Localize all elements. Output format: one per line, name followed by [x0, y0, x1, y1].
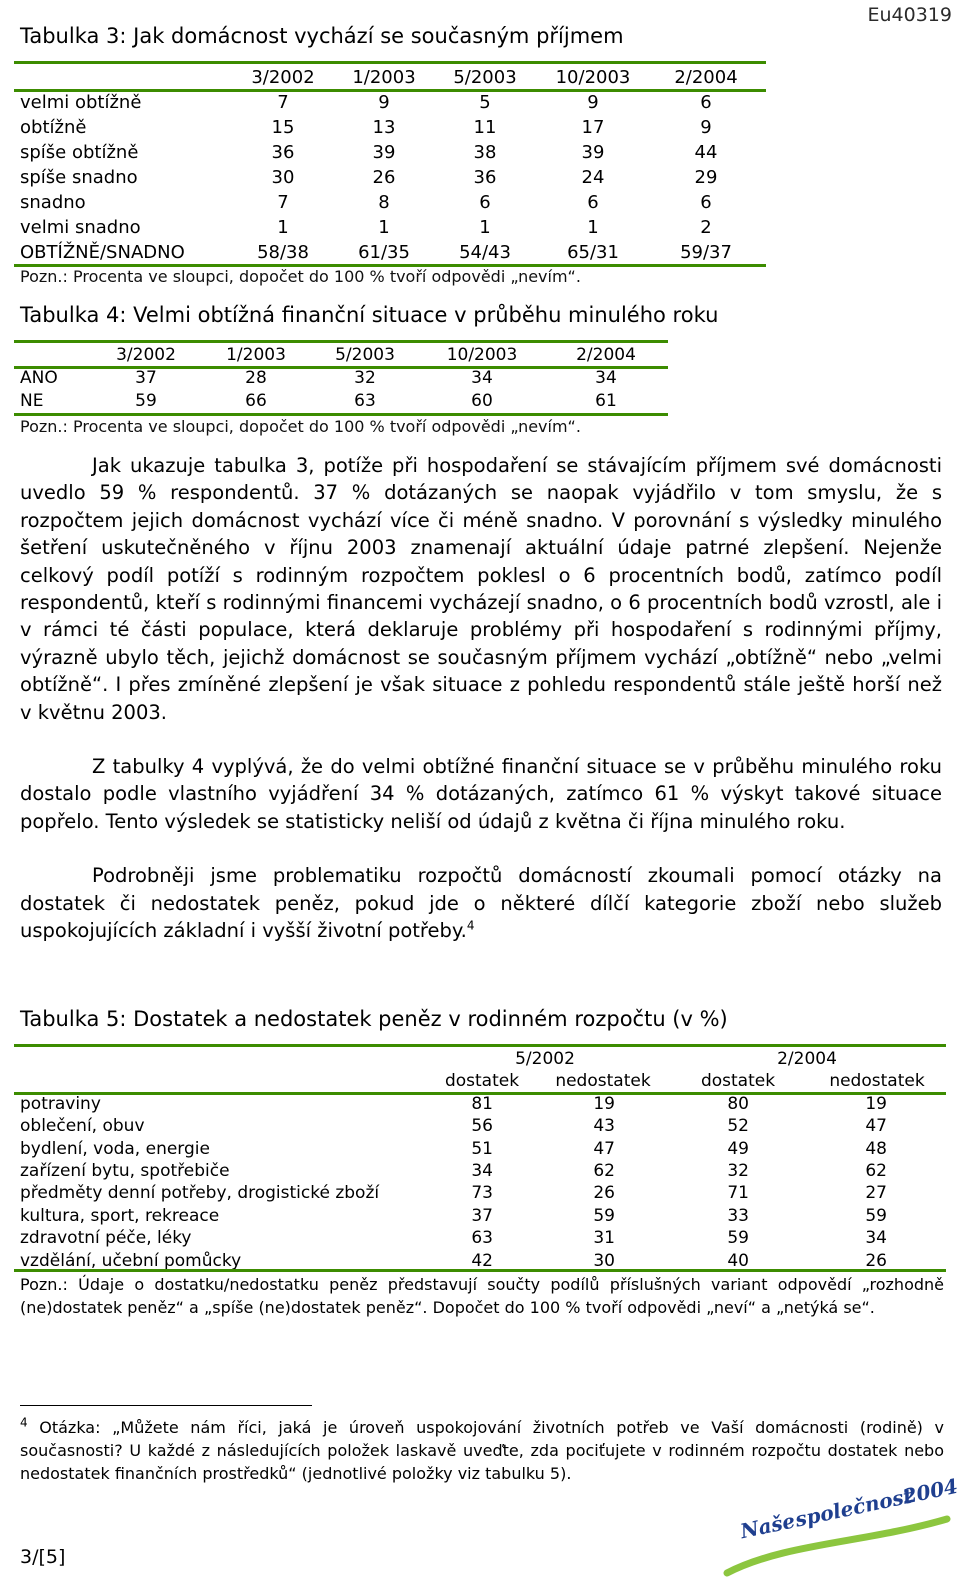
table-cell: 2	[700, 217, 712, 238]
table-row	[0, 1115, 960, 1137]
table4-top-rule	[14, 340, 668, 343]
table-cell: 39	[372, 142, 396, 163]
paragraph-text: Podrobněji jsme problematiku rozpočtů domácností zkoumali pomocí otázky na dostatek či nedostatek peněz, pokud jde o některé dílčí kategorie zboží nebo služeb uspokojujících základní i vyšší životní potřeby.	[20, 864, 942, 943]
row-label: obtížně	[20, 117, 87, 138]
table-cell: 1	[378, 217, 390, 238]
table-cell: 1	[479, 217, 491, 238]
table-cell: 66	[245, 391, 267, 411]
table-row	[0, 215, 770, 240]
table-cell: 6	[479, 192, 491, 213]
table-cell: 11	[473, 117, 497, 138]
table-cell: 24	[581, 167, 605, 188]
row-label: vzdělání, učební pomůcky	[20, 1250, 242, 1271]
table-cell: 36	[473, 167, 497, 188]
row-label: velmi obtížně	[20, 92, 142, 113]
table-cell: 61	[595, 391, 617, 411]
table3	[0, 65, 770, 265]
table-row	[0, 1182, 960, 1204]
table-row	[0, 390, 680, 413]
table-cell: 33	[727, 1205, 749, 1226]
footnote-separator	[20, 1405, 312, 1406]
table-cell: 63	[471, 1228, 493, 1249]
table-cell: 17	[581, 117, 605, 138]
table-cell: 59	[865, 1205, 887, 1226]
table-cell: 34	[865, 1228, 887, 1249]
column-header: 1/2003	[352, 67, 416, 88]
row-label: spíše snadno	[20, 167, 138, 188]
table-cell: 15	[271, 117, 295, 138]
paragraph: Z tabulky 4 vyplývá, že do velmi obtížné finanční situace se v průběhu minulého roku dostalo podle vlastního vyjádření 34 % dotázaných, zatímco 61 % výskyt takové situace popřelo. Tento výsledek se statisticky neliší od údajů z května či října minulého roku.	[20, 755, 942, 833]
row-label: předměty denní potřeby, drogistické zboží	[20, 1183, 380, 1204]
logo-text-line2: společnost	[792, 1483, 915, 1532]
table-cell: 9	[587, 92, 599, 113]
row-label: potraviny	[20, 1093, 101, 1114]
logo-year: 2004	[900, 1473, 960, 1509]
table-row	[0, 1160, 960, 1182]
column-header: 10/2003	[555, 67, 631, 88]
table5-title: Tabulka 5: Dostatek a nedostatek peněz v rodinném rozpočtu (v %)	[20, 1007, 728, 1031]
table-cell: 29	[694, 167, 718, 188]
column-header: 5/2003	[335, 345, 395, 365]
footnote-reference: 4	[466, 918, 475, 933]
table-cell: 19	[865, 1093, 887, 1114]
column-header: 5/2003	[453, 67, 517, 88]
table-cell: 63	[354, 391, 376, 411]
table4	[0, 344, 680, 413]
table-cell: 49	[727, 1138, 749, 1159]
table5-note: Pozn.: Údaje o dostatku/nedostatku peněz představují součty podílů příslušných variant odpovědí „rozhodně (ne)dostatek peněz“ a „spíše (ne)dostatek peněz“. Dopočet do 100 % tvoří odpovědi „neví“ a „netýká se“.	[20, 1275, 944, 1317]
column-header: nedostatek	[555, 1071, 651, 1092]
table5-top-rule	[14, 1044, 946, 1047]
table-cell: 62	[865, 1160, 887, 1181]
table-cell: 65/31	[567, 242, 619, 263]
table-cell: 38	[473, 142, 497, 163]
table5	[0, 1048, 960, 1272]
column-header: dostatek	[444, 1071, 520, 1092]
column-header: dostatek	[700, 1071, 776, 1092]
row-label: NE	[20, 391, 44, 411]
table-cell: 60	[471, 391, 493, 411]
table-cell: 32	[354, 368, 376, 388]
row-label: OBTÍŽNĚ/SNADNO	[20, 242, 185, 263]
table-cell: 43	[593, 1116, 615, 1137]
table-cell: 9	[700, 117, 712, 138]
column-header: 10/2003	[446, 345, 518, 365]
row-label: zdravotní péče, léky	[20, 1228, 192, 1249]
table-cell: 47	[865, 1116, 887, 1137]
nase-spolecnost-logo	[725, 1473, 960, 1589]
table-cell: 30	[271, 167, 295, 188]
group-header: 2/2004	[777, 1049, 837, 1069]
table3-top-rule	[14, 61, 766, 64]
table-cell: 27	[865, 1183, 887, 1204]
table-cell: 80	[727, 1093, 749, 1114]
table-cell: 34	[471, 1160, 493, 1181]
table-cell: 7	[277, 92, 289, 113]
table-row	[0, 367, 680, 390]
table-cell: 58/38	[257, 242, 309, 263]
table-cell: 44	[694, 142, 718, 163]
table-cell: 6	[700, 92, 712, 113]
table5-group-row	[0, 1048, 960, 1070]
table-cell: 34	[471, 368, 493, 388]
group-header: 5/2002	[515, 1049, 575, 1069]
footnote	[20, 1416, 944, 1485]
column-header: nedostatek	[829, 1071, 925, 1092]
row-label: spíše obtížně	[20, 142, 139, 163]
paragraph: Jak ukazuje tabulka 3, potíže při hospodaření se stávajícím příjmem své domácnosti uvedlo 59 % respondentů. 37 % dotázaných se naopak vyjádřilo v tom smyslu, že s rozpočtem jejich domácnost vychází více či méně snadno. V porovnání s výsledky minulého šetření uskutečněného v říjnu 2003 znamenají aktuální údaje patrné zlepšení. Nejenže celkový podíl potíží s rodinným rozpočtem poklesl o 6 procentních bodů, zatímco podíl respondentů, kteří s rodinnými financemi vycházejí snadno, o 6 procentních bodů vzrostl, ale i v rámci té části populace, která deklaruje problémy při hospodaření s rodinnými příjmy, výrazně ubylo těch, jejichž domácnost se současným příjmem vychází „obtížně“ nebo „velmi obtížně“. I přes zmíněné zlepšení je však situace z pohledu respondentů stále ještě horší než v květnu 2003.	[20, 454, 942, 724]
table-cell: 37	[471, 1205, 493, 1226]
table-cell: 13	[372, 117, 396, 138]
page-number: 3/[5]	[20, 1546, 66, 1568]
document-code: Eu40319	[867, 4, 952, 26]
footnote-number: 4	[20, 1415, 28, 1430]
table-cell: 6	[587, 192, 599, 213]
table-cell: 62	[593, 1160, 615, 1181]
table-cell: 8	[378, 192, 390, 213]
table-cell: 71	[727, 1183, 749, 1204]
table-cell: 9	[378, 92, 390, 113]
column-header: 2/2004	[674, 67, 738, 88]
table-row	[0, 1205, 960, 1227]
table3-header-row	[0, 65, 770, 90]
table-row	[0, 1093, 960, 1115]
table4-note: Pozn.: Procenta ve sloupci, dopočet do 100 % tvoří odpovědi „nevím“.	[20, 417, 581, 436]
table-cell: 51	[471, 1138, 493, 1159]
table-cell: 73	[471, 1183, 493, 1204]
body-text	[20, 452, 942, 945]
row-label: zařízení bytu, spotřebiče	[20, 1160, 230, 1181]
table3-note: Pozn.: Procenta ve sloupci, dopočet do 100 % tvoří odpovědi „nevím“.	[20, 267, 581, 286]
table-cell: 6	[700, 192, 712, 213]
column-header: 1/2003	[226, 345, 286, 365]
column-header: 3/2002	[251, 67, 315, 88]
table-row	[0, 240, 770, 265]
table-cell: 48	[865, 1138, 887, 1159]
table5-subheader-row	[0, 1070, 960, 1092]
table-cell: 19	[593, 1093, 615, 1114]
table4-header-row	[0, 344, 680, 367]
table4-bottom-rule	[14, 413, 668, 416]
table-cell: 39	[581, 142, 605, 163]
table-cell: 52	[727, 1116, 749, 1137]
table-cell: 47	[593, 1138, 615, 1159]
row-label: oblečení, obuv	[20, 1116, 145, 1137]
table-cell: 32	[727, 1160, 749, 1181]
column-header: 2/2004	[576, 345, 636, 365]
table-cell: 54/43	[459, 242, 511, 263]
table-cell: 81	[471, 1093, 493, 1114]
paragraph	[20, 862, 942, 944]
table-cell: 40	[727, 1250, 749, 1271]
table-cell: 61/35	[358, 242, 410, 263]
table-cell: 59/37	[680, 242, 732, 263]
table-row	[0, 1227, 960, 1249]
table-cell: 59	[727, 1228, 749, 1249]
table-cell: 26	[593, 1183, 615, 1204]
table-cell: 7	[277, 192, 289, 213]
column-header: 3/2002	[116, 345, 176, 365]
row-label: velmi snadno	[20, 217, 141, 238]
table-row	[0, 115, 770, 140]
table-cell: 42	[471, 1250, 493, 1271]
footnote-text: Otázka: „Můžete nám říci, jaká je úroveň uspokojování životních potřeb ve Vaší domácnosti (rodině) v současnosti? U každé z následujících položek laskavě uveďte, zda pociťujete v rodinném rozpočtu dostatek nebo nedostatek finančních prostředků“ (jednotlivé položky viz tabulku 5).	[20, 1418, 944, 1483]
table-cell: 26	[372, 167, 396, 188]
row-label: ANO	[20, 368, 58, 388]
table5-bottom-rule	[14, 1269, 946, 1272]
table4-title: Tabulka 4: Velmi obtížná finanční situace v průběhu minulého roku	[20, 303, 719, 327]
table-cell: 1	[277, 217, 289, 238]
table-row	[0, 140, 770, 165]
table-cell: 1	[587, 217, 599, 238]
table-cell: 56	[471, 1116, 493, 1137]
row-label: snadno	[20, 192, 86, 213]
table-cell: 59	[593, 1205, 615, 1226]
table-row	[0, 165, 770, 190]
table-cell: 31	[593, 1228, 615, 1249]
row-label: bydlení, voda, energie	[20, 1138, 210, 1159]
table-cell: 34	[595, 368, 617, 388]
table-row	[0, 1138, 960, 1160]
table-cell: 26	[865, 1250, 887, 1271]
table-cell: 37	[135, 368, 157, 388]
row-label: kultura, sport, rekreace	[20, 1205, 220, 1226]
table-cell: 5	[479, 92, 491, 113]
table-row	[0, 190, 770, 215]
table-row	[0, 90, 770, 115]
table-cell: 59	[135, 391, 157, 411]
table-cell: 30	[593, 1250, 615, 1271]
table-cell: 28	[245, 368, 267, 388]
table3-title: Tabulka 3: Jak domácnost vychází se současným příjmem	[20, 24, 624, 48]
table-cell: 36	[271, 142, 295, 163]
logo-text-line1: Naše	[738, 1508, 798, 1544]
